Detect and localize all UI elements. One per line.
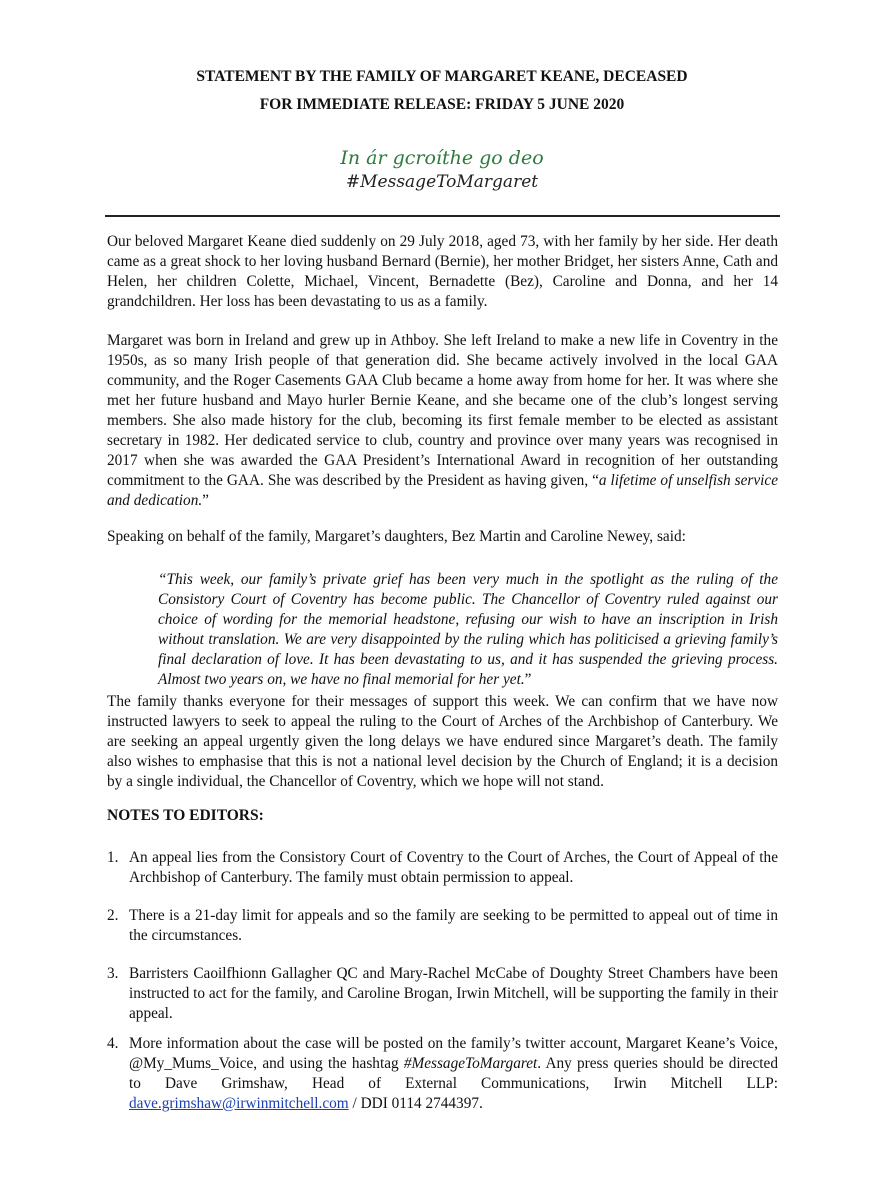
note-text: Barristers Caoilfhionn Gallagher QC and Mary-Rachel McCabe of Doughty Street Chambers have been instructed to act for the family, and Caroline Brogan, Irwin Mitchell, will be supporting the family in their appeal. bbox=[129, 965, 778, 1022]
paragraph-appeal: The family thanks everyone for their messages of support this week. We can confirm that we have now instructed lawyers to seek to appeal the ruling to the Court of Arches of the Archbishop of Canterbury. We are seeking an appeal urgently given the long delays we have endured since Margaret’s death. The family also wishes to emphasise that this is not a national level decision by the Church of England; it is a decision by a single individual, the Chancellor of Coventry, which we hope will not stand. bbox=[107, 693, 778, 790]
paragraph-biography bbox=[107, 331, 778, 511]
note-item bbox=[107, 964, 778, 1024]
note-number: 3. bbox=[107, 965, 119, 982]
note-item bbox=[107, 848, 778, 888]
hashtag-text: #MessageToMargaret bbox=[403, 1055, 538, 1072]
daughters-quote-text: “This week, our family’s private grief has been very much in the spotlight as the ruling of the Consistory Court of Coventry has become public. The Chancellor of Coventry ruled against our choice of wording for the memorial headstone, refusing our wish to have an inscription in Irish without translation. We are very disappointed by the ruling which has politicised a grieving family’s final declaration of love. It has been devastating to us, and it has suspended the grieving process. Almost two years on, we have no final memorial for her yet. bbox=[158, 571, 778, 688]
hashtag-banner: #MessageToMargaret bbox=[345, 172, 539, 192]
note-number: 2. bbox=[107, 907, 119, 924]
note-number: 1. bbox=[107, 849, 119, 866]
note-item bbox=[107, 906, 778, 946]
paragraph-family-announcement: Our beloved Margaret Keane died suddenly on 29 July 2018, aged 73, with her family by her side. Her death came as a great shock to her loving husband Bernard (Bernie), her mother Bridget, her sisters Anne, Cath and Helen, her children Colette, Michael, Vincent, Bernadette (Bez), Caroline and Donna, and her 14 grandchildren. Her loss has been devastating to us as a family. bbox=[107, 233, 778, 310]
daughters-quote bbox=[158, 570, 778, 690]
note-text bbox=[129, 1034, 778, 1114]
note-text: An appeal lies from the Consistory Court of Coventry to the Court of Arches, the Court of Appeal of the Archbishop of Canterbury. The family must obtain permission to appeal. bbox=[129, 849, 778, 886]
notes-title: NOTES TO EDITORS: bbox=[107, 807, 264, 824]
email-link[interactable]: dave.grimshaw@irwinmitchell.com bbox=[129, 1095, 349, 1112]
paragraph-speaking-intro: Speaking on behalf of the family, Margaret’s daughters, Bez Martin and Caroline Newey, said: bbox=[107, 528, 686, 545]
irish-inscription: In ár gcroíthe go deo bbox=[340, 147, 544, 169]
biography-text: Margaret was born in Ireland and grew up in Athboy. She left Ireland to make a new life in Coventry in the 1950s, as so many Irish people of that generation did. She became actively involved in the local GAA community, and the Roger Casements GAA Club became a home away from home for her. It was where she met her future husband and Mayo hurler Bernie Keane, and she became one of the club’s longest serving members. She also made history for the club, becoming its first female member to be elected as assistant secretary in 1982. Her dedicated service to club, country and province over many years was recognised in 2017 when she was awarded the GAA President’s International Award in recognition of her outstanding commitment to the GAA. She was described by the President as having given, “ bbox=[107, 332, 778, 489]
daughters-quote-close: ” bbox=[524, 671, 532, 688]
note-text-part: More information about the case will be posted on the family’s twitter account, Margaret Keane’s Voice, @My_Mums_Voice, and using the hashtag bbox=[129, 1035, 778, 1072]
president-quote: a lifetime of unselfish service and dedication. bbox=[107, 472, 778, 509]
release-date-line: FOR IMMEDIATE RELEASE: FRIDAY 5 JUNE 2020 bbox=[259, 96, 625, 113]
biography-close-quote: ” bbox=[202, 492, 209, 509]
note-text-part: / DDI 0114 2744397. bbox=[348, 1095, 483, 1112]
note-item bbox=[107, 1034, 778, 1114]
header-divider bbox=[105, 215, 780, 217]
note-text: There is a 21-day limit for appeals and so the family are seeking to be permitted to appeal out of time in the circumstances. bbox=[129, 907, 778, 944]
statement-title: STATEMENT BY THE FAMILY OF MARGARET KEANE, DECEASED bbox=[196, 68, 688, 85]
note-number: 4. bbox=[107, 1035, 119, 1052]
note-text-part: . Any press queries should be directed to Dave Grimshaw, Head of External Communications, Irwin Mitchell LLP: bbox=[129, 1055, 778, 1092]
